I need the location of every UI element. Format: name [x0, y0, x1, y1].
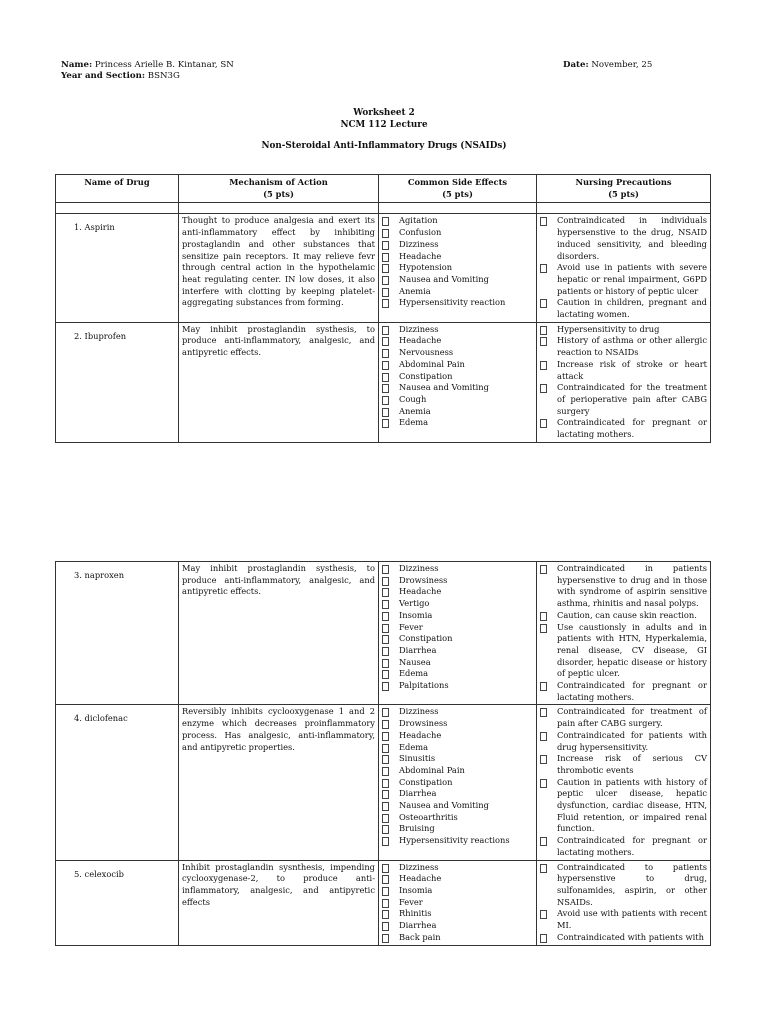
side-effect-item [382, 371, 533, 383]
side-effect-item [382, 324, 533, 336]
side-effect-item-text: Nausea and Vomiting [399, 273, 489, 284]
precaution-item-list [540, 862, 707, 944]
side-effects-cell [379, 214, 537, 322]
worksheet-title: Worksheet 2 [353, 108, 415, 118]
checkbox-icon [540, 910, 547, 919]
checkbox-icon [540, 779, 547, 788]
table-body-1 [56, 214, 711, 442]
side-effect-item [382, 610, 533, 622]
side-effect-item [382, 382, 533, 394]
mechanism-of-action: May inhibit prostaglandin systhesis, to produce anti-inflammatory, analgesic, and antipyretic effects. [179, 562, 379, 705]
date-label: Date: [563, 60, 589, 70]
checkbox-icon [382, 373, 389, 382]
checkbox-icon [540, 384, 547, 393]
side-effect-item-list [382, 215, 533, 309]
checkbox-icon [382, 229, 389, 238]
checkbox-icon [382, 326, 389, 335]
side-effect-item [382, 862, 533, 874]
checkbox-icon [540, 732, 547, 741]
precaution-item [540, 297, 707, 320]
side-effect-item-text: Headache [399, 729, 442, 740]
precautions-cell [537, 562, 711, 705]
side-effect-item-list [382, 563, 533, 692]
header-side-effects [379, 175, 537, 203]
date-line [563, 60, 652, 71]
precaution-item-text: Contraindicated for patients with drug hypersensitivity. [557, 729, 707, 752]
header-points: (5 pts) [608, 188, 639, 199]
side-effect-item [382, 730, 533, 742]
side-effect-item [382, 823, 533, 835]
precaution-item [540, 908, 707, 931]
drug-row [56, 214, 711, 322]
worksheet-subtitle: NCM 112 Lecture [340, 119, 428, 130]
checkbox-icon [540, 708, 547, 717]
checkbox-icon [382, 276, 389, 285]
side-effect-item [382, 718, 533, 730]
drug-name: 5. celexocib [56, 860, 179, 945]
checkbox-icon [540, 682, 547, 691]
side-effect-item-text: Edema [399, 668, 429, 679]
side-effect-item [382, 286, 533, 298]
side-effect-item-text: Bruising [399, 823, 435, 834]
side-effect-item-text: Edema [399, 417, 429, 428]
precaution-item-text: Contraindicated for the treatment of perioperative pain after CABG surgery [557, 382, 707, 416]
side-effect-item-text: Dizziness [399, 861, 439, 872]
side-effect-item-list [382, 706, 533, 846]
side-effect-item [382, 394, 533, 406]
precaution-item [540, 730, 707, 753]
precaution-item-text: Contraindicated for treatment of pain after CABG surgery. [557, 706, 707, 729]
checkbox-icon [540, 326, 547, 335]
side-effect-item-text: Confusion [399, 227, 442, 238]
side-effect-item [382, 359, 533, 371]
checkbox-icon [382, 612, 389, 621]
checkbox-icon [382, 755, 389, 764]
side-effect-item [382, 706, 533, 718]
year-section-line [61, 71, 234, 82]
student-name-line [61, 60, 234, 71]
side-effect-item [382, 645, 533, 657]
precautions-cell [537, 322, 711, 442]
side-effect-item [382, 920, 533, 932]
side-effect-item [382, 262, 533, 274]
drug-name: 4. diclofenac [56, 705, 179, 860]
mechanism-of-action: Reversibly inhibits cyclooxygenase 1 and 2 enzyme which decreases proinflammatory process. Has analgesic, anti-inflammatory, and antipyretic properties. [179, 705, 379, 860]
side-effect-item-text: Sinusitis [399, 753, 436, 764]
checkbox-icon [382, 624, 389, 633]
checkbox-icon [382, 577, 389, 586]
side-effect-item [382, 575, 533, 587]
checkbox-icon [382, 825, 389, 834]
side-effect-item-text: Abdominal Pain [399, 358, 465, 369]
precaution-item [540, 215, 707, 262]
side-effect-item [382, 668, 533, 680]
precautions-cell [537, 705, 711, 860]
checkbox-icon [382, 299, 389, 308]
side-effect-item [382, 347, 533, 359]
precaution-item [540, 932, 707, 944]
spacer-cell [537, 203, 711, 214]
header-label: Mechanism of Action [229, 177, 328, 187]
checkbox-icon [540, 864, 547, 873]
precaution-item-text: Contraindicated in individuals hypersenstive to the drug, NSAID induced sensitivity, and bleeding disorders. [557, 215, 707, 261]
precaution-item-text: History of asthma or other allergic reaction to NSAIDs [557, 335, 707, 358]
side-effect-item [382, 800, 533, 812]
precaution-item-text: Contraindicated in patients hypersenstive to drug and in those with syndrome of aspirin sensitive asthma, rhinitis and nasal polyps. [557, 563, 707, 609]
checkbox-icon [540, 217, 547, 226]
precaution-item-text: Hypersensitivity to drug [557, 323, 660, 334]
precaution-item-list [540, 324, 707, 441]
side-effect-item-text: Abdominal Pain [399, 764, 465, 775]
side-effect-item-text: Back pain [399, 931, 441, 942]
header-label: Common Side Effects [407, 177, 508, 187]
side-effect-item [382, 885, 533, 897]
drug-name: 3. naproxen [56, 562, 179, 705]
side-effect-item-text: Nausea [399, 656, 431, 667]
side-effects-cell [379, 860, 537, 945]
checkbox-icon [382, 922, 389, 931]
side-effect-item-text: Hypotension [399, 262, 453, 273]
checkbox-icon [540, 565, 547, 574]
side-effect-item [382, 406, 533, 418]
checkbox-icon [382, 565, 389, 574]
checkbox-icon [382, 264, 389, 273]
checkbox-icon [382, 708, 389, 717]
precaution-item-text: Use caustionsly in adults and in patients with HTN, Hyperkalemia, renal disease, CV disease, GI disorder, hepatic disease or history of peptic ulcer. [557, 621, 707, 679]
side-effect-item [382, 812, 533, 824]
side-effect-item [382, 239, 533, 251]
drug-name: 2. Ibuprofen [56, 322, 179, 442]
checkbox-icon [382, 802, 389, 811]
mechanism-of-action: May inhibit prostaglandin systhesis, to produce anti-inflammatory, analgesic, and antipyretic effects. [179, 322, 379, 442]
precaution-item-text: Caution in children, pregnant and lactating women. [557, 297, 707, 320]
precaution-item [540, 753, 707, 776]
precaution-item-text: Contraindicated for pregnant or lactating mothers. [557, 417, 707, 440]
side-effect-item-text: Dizziness [399, 563, 439, 573]
checkbox-icon [382, 837, 389, 846]
nsaid-table-page-1 [55, 174, 711, 443]
spacer-cell [179, 203, 379, 214]
side-effect-item-text: Diarrhea [399, 788, 437, 799]
header-precautions [537, 175, 711, 203]
side-effect-item-text: Headache [399, 250, 442, 261]
precaution-item [540, 680, 707, 703]
side-effect-item-text: Diarrhea [399, 644, 437, 655]
checkbox-icon [382, 887, 389, 896]
checkbox-icon [382, 288, 389, 297]
side-effects-cell [379, 562, 537, 705]
side-effect-item [382, 908, 533, 920]
precautions-cell [537, 214, 711, 322]
checkbox-icon [540, 419, 547, 428]
checkbox-icon [382, 337, 389, 346]
side-effect-item [382, 753, 533, 765]
side-effect-item-text: Hypersensitivity reactions [399, 835, 510, 846]
checkbox-icon [382, 419, 389, 428]
side-effect-item-text: Nervousness [399, 347, 454, 358]
side-effects-cell [379, 322, 537, 442]
precaution-item [540, 610, 707, 622]
side-effect-item-text: Dizziness [399, 323, 439, 334]
side-effect-item-text: Rhinitis [399, 908, 432, 919]
side-effect-item-text: Fever [399, 896, 423, 907]
header-label: Name of Drug [84, 177, 150, 187]
side-effect-item-text: Anemia [399, 285, 431, 296]
side-effect-item-text: Headache [399, 586, 442, 597]
header-label: Nursing Precautions [575, 177, 672, 187]
side-effect-item-text: Insomia [399, 884, 433, 895]
precaution-item [540, 359, 707, 382]
side-effect-item [382, 335, 533, 347]
side-effects-cell [379, 705, 537, 860]
side-effect-item [382, 765, 533, 777]
side-effect-item [382, 897, 533, 909]
checkbox-icon [382, 217, 389, 226]
checkbox-icon [382, 588, 389, 597]
side-effect-item-text: Edema [399, 741, 429, 752]
nsaid-table-page-2 [55, 561, 711, 946]
side-effect-item-text: Constipation [399, 633, 453, 644]
side-effect-item-text: Dizziness [399, 238, 439, 249]
checkbox-icon [540, 755, 547, 764]
checkbox-icon [382, 647, 389, 656]
spacer-row [56, 203, 711, 214]
side-effect-item [382, 598, 533, 610]
side-effect-item-text: Drowsiness [399, 574, 448, 585]
year-section: BSN3G [145, 71, 180, 81]
precaution-item-text: Avoid use with patients with recent MI. [557, 908, 707, 931]
side-effect-item-text: Fever [399, 621, 423, 632]
checkbox-icon [382, 720, 389, 729]
checkbox-icon [540, 934, 547, 943]
checkbox-icon [382, 899, 389, 908]
side-effect-item [382, 297, 533, 309]
side-effect-item [382, 633, 533, 645]
side-effect-item-text: Nausea and Vomiting [399, 382, 489, 393]
mechanism-of-action: Inhibit prostaglandin sysnthesis, impending cyclooxygenase-2, to produce anti-inflammatory, analgesic, and antipyretic effects [179, 860, 379, 945]
header-name-of-drug [56, 175, 179, 203]
side-effect-item-text: Anemia [399, 405, 431, 416]
checkbox-icon [382, 384, 389, 393]
checkbox-icon [540, 337, 547, 346]
side-effect-item-text: Insomia [399, 609, 433, 620]
name-label: Name: [61, 60, 93, 70]
precaution-item-text: Contraindicated to patients hypersenstive to drug, sulfonamides, aspirin, or other NSAIDs. [557, 861, 707, 907]
side-effect-item-text: Palpitations [399, 680, 449, 691]
precautions-cell [537, 860, 711, 945]
side-effect-item [382, 657, 533, 669]
precaution-item-list [540, 563, 707, 703]
side-effect-item [382, 215, 533, 227]
checkbox-icon [382, 349, 389, 358]
side-effect-item-text: Vertigo [399, 598, 430, 609]
side-effect-item [382, 586, 533, 598]
side-effect-item [382, 274, 533, 286]
checkbox-icon [382, 670, 389, 679]
precaution-item-text: Contraindicated with patients with [557, 931, 704, 942]
precaution-item-list [540, 706, 707, 858]
drug-row [56, 322, 711, 442]
checkbox-icon [382, 934, 389, 943]
side-effect-item [382, 873, 533, 885]
drug-name: 1. Aspirin [56, 214, 179, 322]
checkbox-icon [382, 659, 389, 668]
precaution-item [540, 835, 707, 858]
checkbox-icon [382, 635, 389, 644]
side-effect-item [382, 932, 533, 944]
table-header-row [56, 175, 711, 203]
checkbox-icon [540, 264, 547, 273]
checkbox-icon [382, 767, 389, 776]
precaution-item-text: Increase risk of serious CV thrombotic events [557, 753, 707, 775]
precaution-item-text: Increase risk of stroke or heart attack [557, 358, 707, 381]
precaution-item [540, 262, 707, 297]
checkbox-icon [382, 732, 389, 741]
precaution-item [540, 335, 707, 358]
side-effect-item [382, 622, 533, 634]
precaution-item-text: Caution, can cause skin reaction. [557, 609, 697, 620]
precaution-item-text: Contraindicated for pregnant or lactating mothers. [557, 680, 707, 702]
worksheet-topic: Non-Steroidal Anti-Inflammatory Drugs (NSAIDs) [261, 141, 507, 151]
checkbox-icon [540, 299, 547, 308]
side-effect-item [382, 788, 533, 800]
precaution-item [540, 382, 707, 417]
section-label: Year and Section: [61, 71, 146, 81]
side-effect-item-text: Osteoarthritis [399, 811, 458, 822]
checkbox-icon [382, 408, 389, 417]
precaution-item-text: Caution in patients with history of peptic ulcer disease, hepatic dysfunction, cardiac disease, HTN, Fluid retention, or impaired renal function. [557, 776, 707, 834]
side-effect-item [382, 742, 533, 754]
side-effect-item-text: Constipation [399, 776, 453, 787]
side-effect-item [382, 835, 533, 847]
side-effect-item-text: Drowsiness [399, 718, 448, 729]
side-effect-item-text: Cough [399, 393, 427, 404]
precaution-item-text: Avoid use in patients with severe hepatic or renal impairment, G6PD patients or history of peptic ulcer [557, 262, 707, 296]
checkbox-icon [382, 396, 389, 405]
checkbox-icon [540, 837, 547, 846]
header-points: (5 pts) [442, 188, 473, 199]
side-effect-item-text: Nausea and Vomiting [399, 800, 489, 811]
checkbox-icon [382, 875, 389, 884]
date-value: November, 25 [588, 60, 653, 70]
student-name: Princess Arielle B. Kintanar, SN [92, 60, 234, 70]
drug-row [56, 705, 711, 860]
drug-row [56, 860, 711, 945]
checkbox-icon [382, 864, 389, 873]
precaution-item-list [540, 215, 707, 320]
precaution-item [540, 862, 707, 909]
precaution-item [540, 563, 707, 610]
side-effect-item-text: Headache [399, 873, 442, 884]
header-points: (5 pts) [263, 188, 294, 199]
side-effect-item [382, 227, 533, 239]
side-effect-item-text: Constipation [399, 370, 453, 381]
precaution-item [540, 706, 707, 729]
side-effect-item [382, 680, 533, 692]
precaution-item [540, 417, 707, 440]
checkbox-icon [382, 253, 389, 262]
side-effect-item-text: Diarrhea [399, 920, 437, 931]
checkbox-icon [382, 814, 389, 823]
precaution-item [540, 777, 707, 836]
side-effect-item [382, 251, 533, 263]
table-body-2 [56, 562, 711, 946]
checkbox-icon [540, 624, 547, 633]
drug-row [56, 562, 711, 705]
precaution-item [540, 622, 707, 681]
checkbox-icon [382, 779, 389, 788]
side-effect-item-text: Headache [399, 335, 442, 346]
checkbox-icon [382, 790, 389, 799]
header-mechanism [179, 175, 379, 203]
precaution-item [540, 324, 707, 336]
checkbox-icon [382, 910, 389, 919]
side-effect-item [382, 563, 533, 575]
spacer-cell [56, 203, 179, 214]
side-effect-item-text: Dizziness [399, 706, 439, 717]
checkbox-icon [382, 241, 389, 250]
mechanism-of-action: Thought to produce analgesia and exert its anti-inflammatory effect by inhibiting prostaglandin and other substances that sensitize pain receptors. It may relieve fevr through central action in the hypothelamic heat regulating center. IN low doses, it also interfere with clotting by keeping platelet-aggregating substances from forming. [179, 214, 379, 322]
checkbox-icon [540, 361, 547, 370]
student-info [61, 60, 234, 82]
side-effect-item-text: Agitation [399, 215, 438, 226]
spacer-cell [379, 203, 537, 214]
side-effect-item-list [382, 862, 533, 944]
side-effect-item [382, 777, 533, 789]
checkbox-icon [540, 612, 547, 621]
side-effect-item [382, 417, 533, 429]
side-effect-item-list [382, 324, 533, 429]
checkbox-icon [382, 600, 389, 609]
side-effect-item-text: Hypersensitivity reaction [399, 297, 506, 308]
precaution-item-text: Contraindicated for pregnant or lactating mothers. [557, 835, 707, 857]
checkbox-icon [382, 744, 389, 753]
checkbox-icon [382, 361, 389, 370]
checkbox-icon [382, 682, 389, 691]
